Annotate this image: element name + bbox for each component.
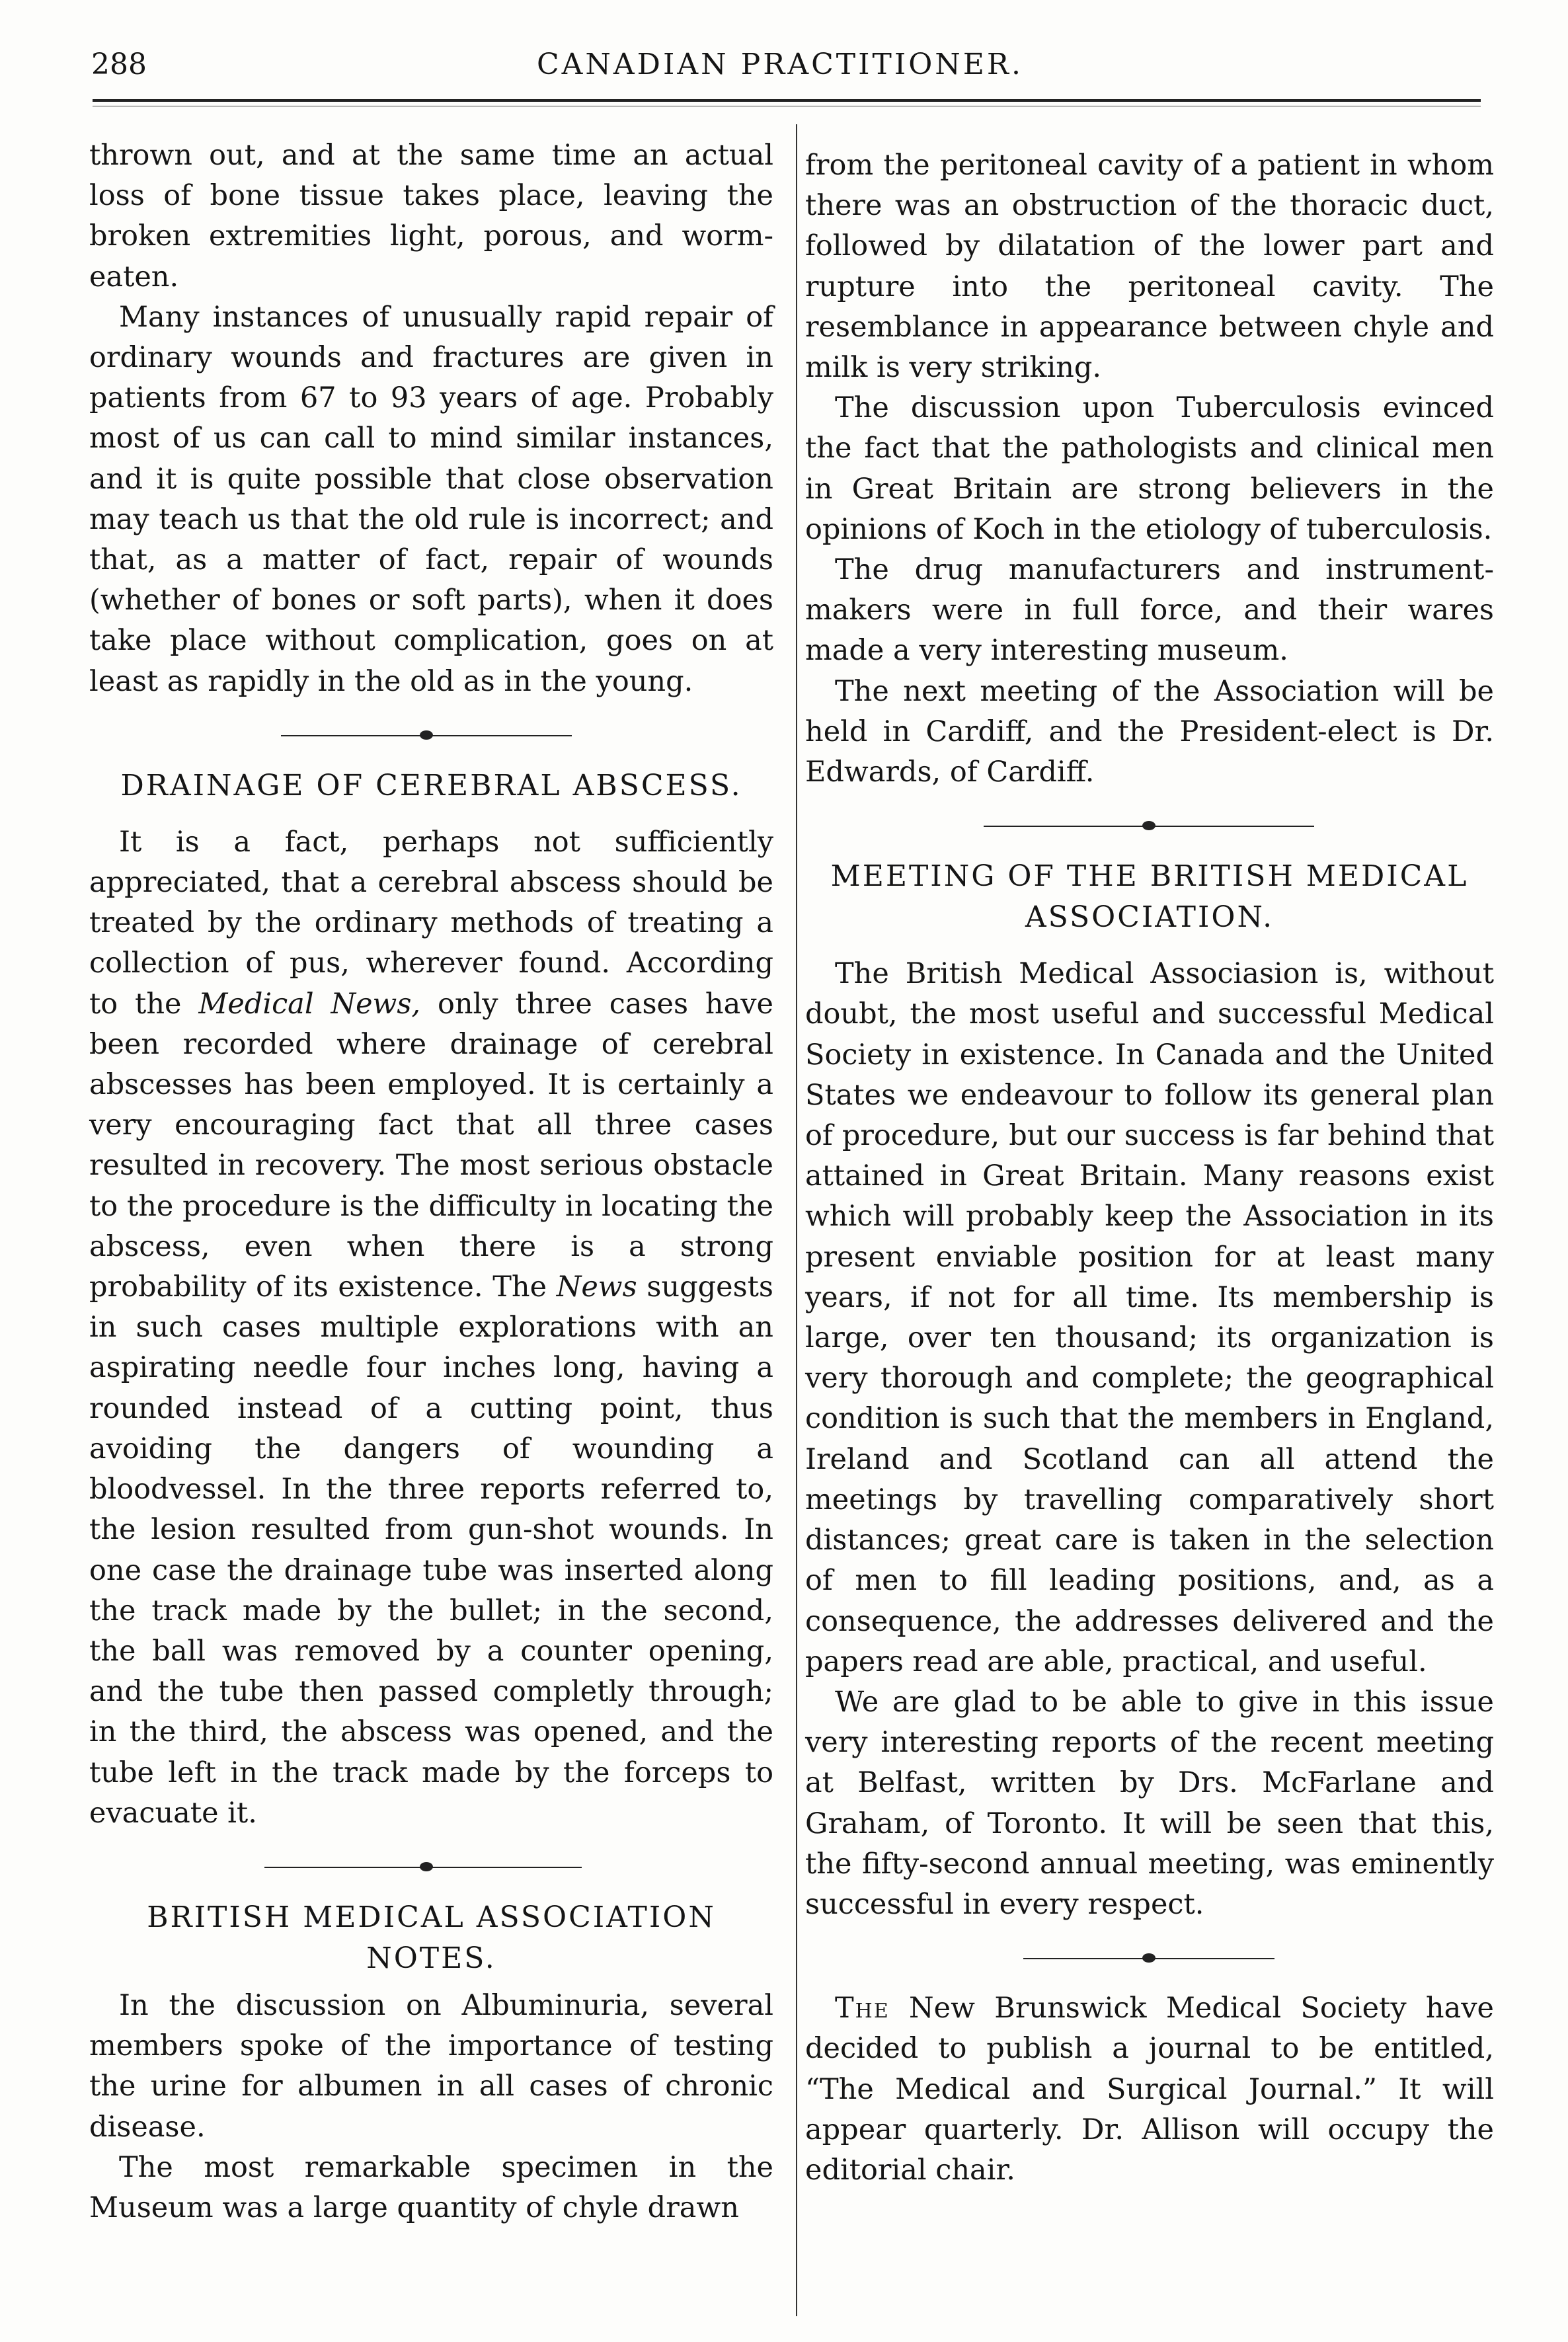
paragraph-new-brunswick: The New Brunswick Medical Society have decided to publish a journal to be entitled, “The Medical and Surgical Journal.” It will appear quarterly. Dr. Allison will occupy the editorial chair.: [805, 1992, 1494, 2187]
page-header: [86, 42, 1474, 89]
paragraph-manufacturers: The drug manufacturers and instrument-makers were in full force, and their wares made a very interesting museum.: [805, 553, 1494, 668]
section-ornament: [805, 1949, 1494, 1969]
paragraph-belfast-reports: We are glad to be able to give in this issue very interesting reports of the recent meeting at Belfast, written by Drs. McFarlane and Graham, of Toronto. It will be seen that this, the fifty-second annual meeting, was eminently successful in every respect.: [805, 1685, 1494, 1921]
paragraph-albuminuria: In the discussion on Albuminuria, several members spoke of the importance of testing the urine for albumen in all cases of chronic disease.: [89, 1988, 773, 2144]
left-column: [89, 136, 773, 2228]
paragraph-museum: The most remarkable specimen in the Museum was a large quantity of chyle drawn: [89, 2150, 773, 2224]
paragraph-bma-useful: The British Medical Associasion is, without doubt, the most useful and successful Medical Society in existence. In Canada and the United States we endeavour to follow its general plan of procedure, but our success is far behind that attained in Great Britain. Many reasons exist which will probably keep the Association in its present enviable position for at least many years, if not for all time. Its membership is large, over ten thousand; its organization is very thorough and complete; the geographical condition is such that the members in England, Ireland and Scotland can all attend the meetings by travelling comparatively short distances; great care is taken in the selection of men to fill leading positions, and, as a consequence, the addresses delivered and the papers read are able, practical, and useful.: [805, 957, 1494, 1678]
section-ornament: [89, 1857, 773, 1877]
section-ornament: [805, 816, 1494, 836]
paragraph-drainage: It is a fact, perhaps not sufficiently appreciated, that a cerebral abscess should be treated by the ordinary methods of treating a collection of pus, wherever found. According to the Medical News, only three cases have been recorded where drainage of cerebral abscesses has been employed. It is certainly a very encouraging fact that all three cases resulted in recovery. The most serious obstacle to the procedure is the difficulty in locating the abscess, even when there is a strong probability of its existence. The News suggests in such cases multiple explorations with an aspirating needle four inches long, having a rounded instead of a cutting point, thus avoiding the dangers of wounding a bloodvessel. In the three reports referred to, the lesion resulted from gun-shot wounds. In one case the drainage tube was inserted along the track made by the bullet; in the second, the ball was removed by a counter opening, and the tube then passed completly through; in the third, the abscess was opened, and the tube left in the track made by the forceps to evacuate it.: [89, 825, 773, 1830]
heading-bma-notes: BRITISH MEDICAL ASSOCIATION NOTES.: [147, 1900, 716, 1975]
right-column: [805, 145, 1494, 2191]
journal-name: Medical News,: [198, 987, 421, 1021]
header-rule: [93, 99, 1481, 102]
paragraph-next-meeting: The next meeting of the Association will be held in Cardiff, and the President-elect is Dr. Edwards, of Cardiff.: [805, 674, 1494, 789]
paragraph-chyle-continued: from the peritoneal cavity of a patient in whom there was an obstruction of the thoracic duct, followed by dilatation of the lower part and rupture into the peritoneal cavity. The resemblance in appearance between chyle and milk is very striking.: [805, 149, 1494, 385]
paragraph-repair-wounds: Many instances of unusually rapid repair of ordinary wounds and fractures are given in patients from 67 to 93 years of age. Probably most of us can call to mind similar instances, and it is quite possible that close observation may teach us that the old rule is incorrect; and that, as a matter of fact, repair of wounds (whether of bones or soft parts), when it does take place without complication, goes on at least as rapidly in the old as in the young.: [89, 300, 773, 698]
running-title: CANADIAN PRACTITIONER.: [536, 48, 1024, 81]
journal-name-short: News: [556, 1270, 637, 1304]
paragraph-tuberculosis: The discussion upon Tuberculosis evinced the fact that the pathologists and clinical men in Great Britain are strong believers in the opinions of Koch in the etiology of tuberculosis.: [805, 391, 1494, 546]
paragraph-continued: thrown out, and at the same time an actual loss of bone tissue takes place, leaving the broken extremities light, porous, and worm-eaten.: [89, 139, 773, 293]
column-divider: [796, 124, 797, 2316]
heading-drainage: DRAINAGE OF CEREBRAL ABSCESS.: [120, 768, 742, 802]
heading-meeting-bma: MEETING OF THE BRITISH MEDICAL ASSOCIATION.: [830, 859, 1469, 935]
section-ornament: [89, 726, 773, 746]
page-number: 288: [91, 48, 147, 81]
